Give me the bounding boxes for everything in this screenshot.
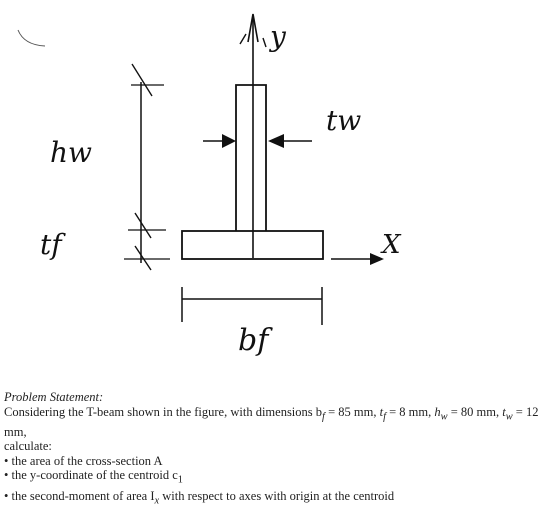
- stray-mark: [18, 30, 45, 46]
- hw-value: 80: [460, 404, 474, 419]
- tw-value: 12: [525, 404, 539, 419]
- hw-top-tick: [132, 64, 152, 96]
- statement-title: Problem Statement:: [4, 390, 104, 404]
- bf-value: 85: [338, 404, 351, 419]
- tf-bottom-tick: [135, 246, 151, 270]
- bf-label: bf: [238, 323, 269, 358]
- tw-right-arrowhead: [268, 134, 284, 148]
- task-item-second-moment: • the second-moment of area $I_x$ with respect to axes with origin at the centroid: [4, 489, 541, 509]
- web-outline: [236, 85, 266, 231]
- statement-intro: Considering the T-beam shown in the figure, with dimensions $b_f = 85$ mm, $t_f = 8$ mm, $h_w = 80$ mm, $t_w = 12$ mm,: [4, 404, 539, 439]
- tw-label: tw: [326, 104, 362, 137]
- y-axis-label: y: [270, 20, 286, 53]
- tf-value: 8: [399, 404, 406, 419]
- tf-label: tf: [40, 228, 62, 261]
- task-list: [4, 454, 541, 509]
- tw-left-arrowhead: [222, 134, 236, 148]
- task-item-centroid: • the y-coordinate of the centroid $c_1$: [4, 468, 541, 488]
- problem-statement: [4, 390, 541, 509]
- statement-tasks-lead: calculate:: [4, 439, 52, 454]
- x-axis-label: X: [382, 230, 401, 260]
- hw-label: hw: [50, 136, 92, 169]
- task-item-area: • the area of the cross-section A: [4, 454, 541, 469]
- tf-top-tick: [135, 213, 151, 238]
